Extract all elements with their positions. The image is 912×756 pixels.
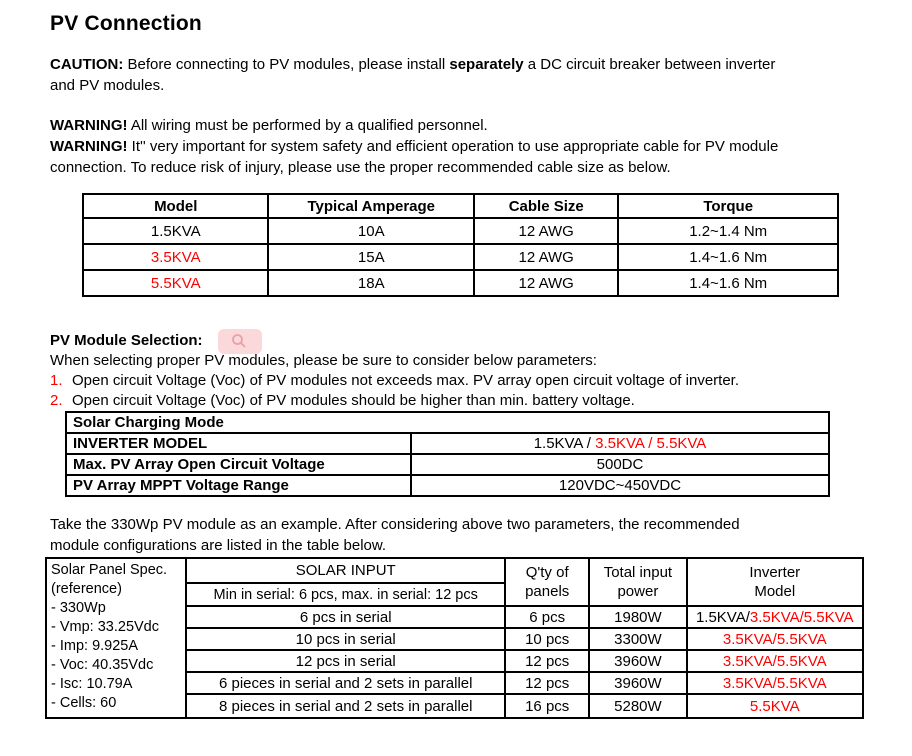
cell-inverter: [687, 672, 863, 694]
spec-line: (reference): [51, 581, 122, 597]
cell-amperage: 15A: [268, 244, 474, 270]
page-title: PV Connection: [50, 12, 202, 35]
cell-model: 3.5KVA: [83, 244, 268, 270]
qty-header: Q'ty of panels: [505, 558, 589, 606]
inverter-black: 1.5KVA/: [695, 608, 750, 626]
cell-input: 6 pieces in serial and 2 sets in parallel: [186, 672, 505, 694]
module-configuration-table: [45, 557, 864, 719]
cell-inverter: [687, 628, 863, 650]
caution-text-2: a DC circuit breaker between inverter: [523, 56, 776, 73]
cable-header-model: Model: [83, 194, 268, 218]
cell-qty: 16 pcs: [505, 694, 589, 718]
cell-model: 1.5KVA: [83, 218, 268, 244]
cell-amperage: 18A: [268, 270, 474, 296]
charging-table-title: Solar Charging Mode: [66, 412, 829, 433]
section-heading-text: PV Module Selection:: [50, 332, 203, 349]
max-voc-label: Max. PV Array Open Circuit Voltage: [66, 454, 411, 475]
caution-text-3: and PV modules.: [50, 77, 165, 94]
cell-inverter: [687, 650, 863, 672]
cell-power: 3300W: [589, 628, 686, 650]
table-row: [83, 270, 838, 296]
cell-inverter: [687, 606, 863, 628]
inverter-red: 5.5KVA: [749, 697, 800, 715]
warning1-label: WARNING!: [50, 117, 128, 134]
cell-power: 1980W: [589, 606, 686, 628]
inverter-red: 3.5KVA/5.5KVA: [722, 652, 827, 670]
item-number: 1.: [50, 372, 63, 389]
inverter-header: Inverter Model: [687, 558, 863, 606]
cell-torque: 1.2~1.4 Nm: [618, 218, 838, 244]
cell-torque: 1.4~1.6 Nm: [618, 270, 838, 296]
solar-panel-spec-cell: [46, 558, 186, 718]
search-highlight-overlay: [218, 329, 262, 354]
cell-cable: 12 AWG: [474, 244, 618, 270]
table-row: [66, 412, 829, 433]
spec-line: Solar Panel Spec.: [51, 562, 168, 578]
inverter-model-value: [411, 433, 829, 454]
caution-bold-word: separately: [449, 56, 524, 73]
item-text: Open circuit Voltage (Voc) of PV modules not exceeds max. PV array open circuit voltage of inverter.: [72, 372, 740, 389]
magnifier-icon: [231, 333, 247, 349]
mppt-range-label: PV Array MPPT Voltage Range: [66, 475, 411, 496]
item-text: Open circuit Voltage (Voc) of PV modules should be higher than min. battery voltage.: [72, 392, 635, 409]
table-row: [83, 218, 838, 244]
power-header: Total input power: [589, 558, 686, 606]
max-voc-value: 500DC: [411, 454, 829, 475]
cell-input: 12 pcs in serial: [186, 650, 505, 672]
selection-intro: When selecting proper PV modules, please be sure to consider below parameters:: [50, 352, 597, 369]
solar-charging-mode-table: [65, 411, 830, 497]
pv-module-selection-heading: [50, 331, 870, 351]
cable-header-cable-size: Cable Size: [474, 194, 618, 218]
inverter-red: 3.5KVA/5.5KVA: [722, 674, 827, 692]
warning2-text-1: It'' very important for system safety and efficient operation to use appropriate cable for PV module: [127, 138, 779, 155]
warning2-text-2: connection. To reduce risk of injury, please use the proper recommended cable size as below.: [50, 159, 671, 176]
selection-item-1: [50, 371, 912, 391]
cell-amperage: 10A: [268, 218, 474, 244]
inverter-red: 3.5KVA/5.5KVA: [722, 630, 827, 648]
spec-line: - Voc: 40.35Vdc: [51, 657, 154, 673]
spec-line: - Imp: 9.925A: [51, 638, 139, 654]
table-row: [66, 475, 829, 496]
spec-line: - Vmp: 33.25Vdc: [51, 619, 159, 635]
selection-item-2: [50, 391, 912, 411]
cell-qty: 12 pcs: [505, 672, 589, 694]
inverter-model-black: 1.5KVA /: [533, 435, 596, 452]
cable-table-header-row: [83, 194, 838, 218]
table-row: [66, 433, 829, 454]
cable-header-torque: Torque: [618, 194, 838, 218]
caution-paragraph: [50, 54, 912, 96]
cable-size-table: [82, 193, 839, 297]
cell-inverter: [687, 694, 863, 718]
warning-paragraphs: [50, 115, 912, 178]
cell-cable: 12 AWG: [474, 270, 618, 296]
cell-torque: 1.4~1.6 Nm: [618, 244, 838, 270]
example-text-2: module configurations are listed in the table below.: [50, 537, 387, 554]
cell-input: 8 pieces in serial and 2 sets in parallel: [186, 694, 505, 718]
solar-input-subheader: Min in serial: 6 pcs, max. in serial: 12 pcs: [186, 583, 505, 606]
cell-power: 3960W: [589, 650, 686, 672]
cell-qty: 10 pcs: [505, 628, 589, 650]
cell-input: 10 pcs in serial: [186, 628, 505, 650]
inverter-model-red: 3.5KVA / 5.5KVA: [595, 435, 707, 452]
inverter-red: 3.5KVA/5.5KVA: [749, 608, 854, 626]
example-text-1: Take the 330Wp PV module as an example. After considering above two parameters, the recommended: [50, 516, 740, 533]
example-paragraph: [50, 514, 912, 556]
caution-label: CAUTION:: [50, 56, 124, 73]
solar-input-header: SOLAR INPUT: [186, 558, 505, 583]
spec-line: - Isc: 10.79A: [51, 676, 133, 692]
warning2-label: WARNING!: [50, 138, 128, 155]
cell-power: 5280W: [589, 694, 686, 718]
cell-model: 5.5KVA: [83, 270, 268, 296]
inverter-model-label: INVERTER MODEL: [66, 433, 411, 454]
cell-cable: 12 AWG: [474, 218, 618, 244]
spec-line: - 330Wp: [51, 600, 106, 616]
mppt-range-value: 120VDC~450VDC: [411, 475, 829, 496]
warning1-text: All wiring must be performed by a qualified personnel.: [127, 117, 488, 134]
caution-text-1: Before connecting to PV modules, please install: [123, 56, 450, 73]
spec-line: - Cells: 60: [51, 695, 117, 711]
cable-header-amperage: Typical Amperage: [268, 194, 474, 218]
item-number: 2.: [50, 392, 63, 409]
table-row: [83, 244, 838, 270]
config-header-row-1: [46, 558, 863, 583]
cell-power: 3960W: [589, 672, 686, 694]
cell-qty: 12 pcs: [505, 650, 589, 672]
cell-input: 6 pcs in serial: [186, 606, 505, 628]
cell-qty: 6 pcs: [505, 606, 589, 628]
table-row: [66, 454, 829, 475]
